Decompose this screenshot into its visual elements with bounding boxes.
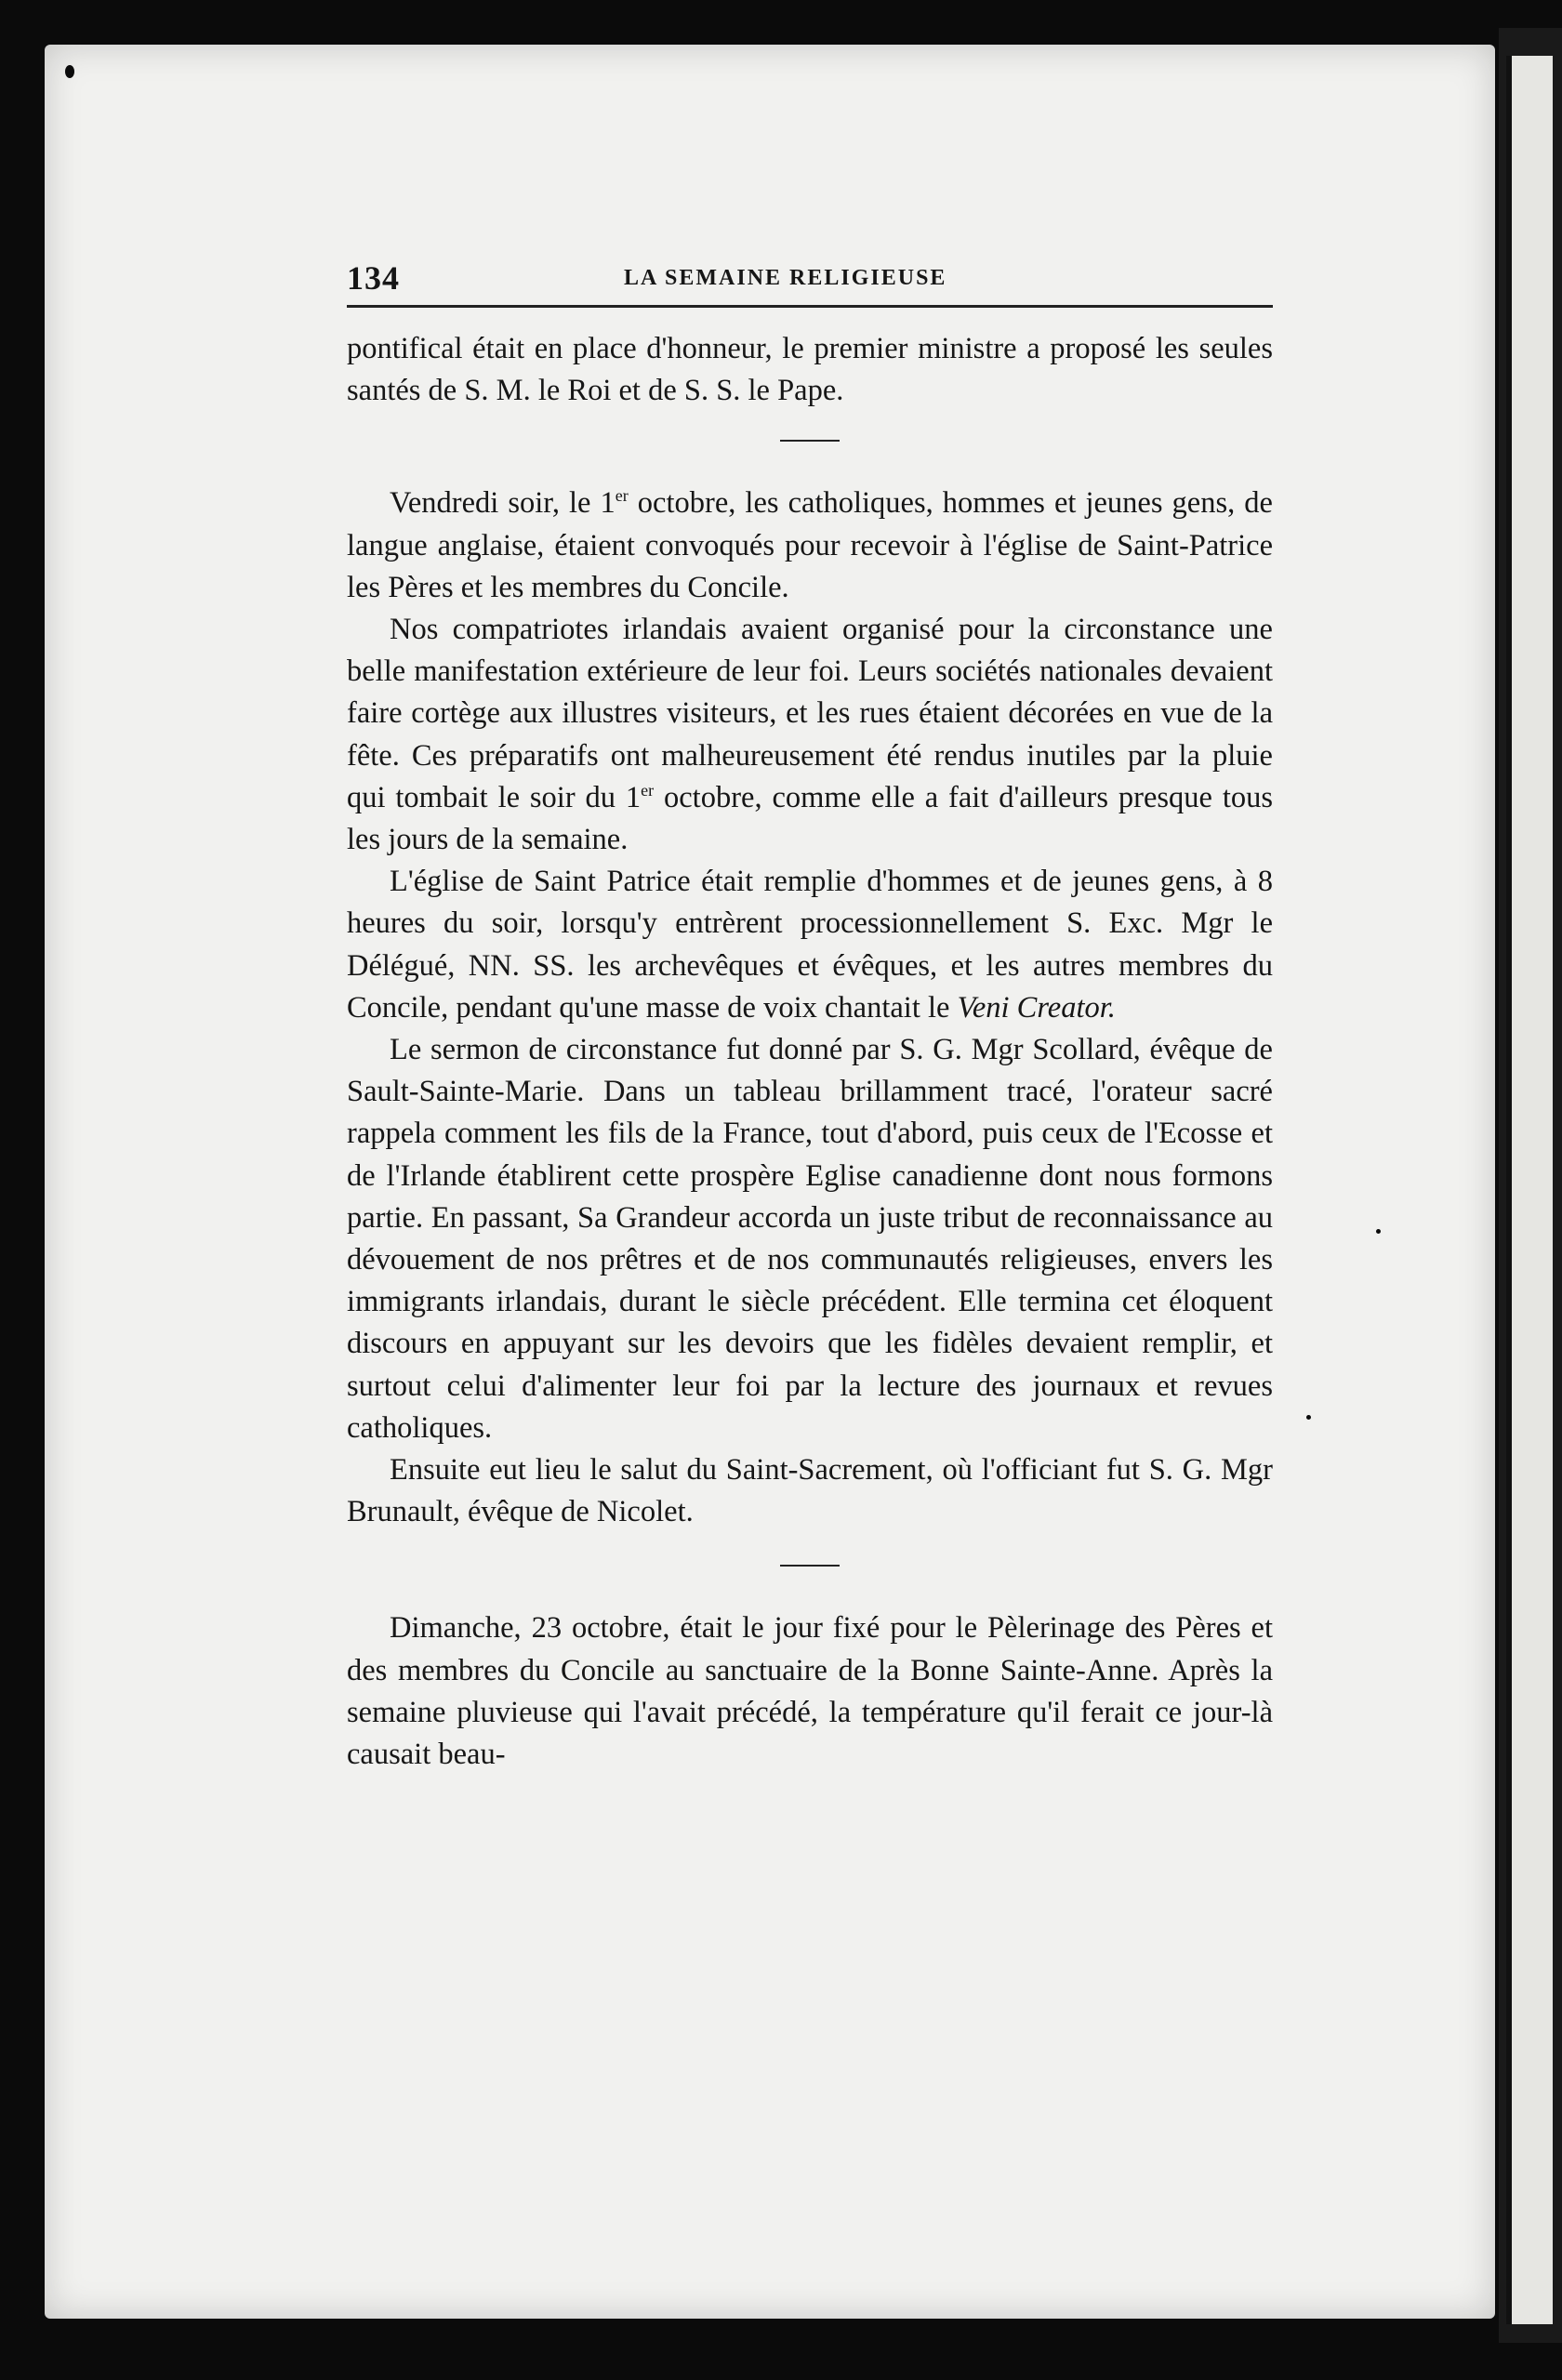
paragraph-7: Dimanche, 23 octobre, était le jour fixé pour le Pèlerinage des Pères et des membres du Concile au sanctuaire de la Bonne Sainte-Anne. Après la semaine pluvieuse qui l'avait précédé, la température qu'il ferait ce jour-là causait beau- — [347, 1611, 1273, 1772]
paragraph-4-text: L'église de Saint Patrice était remplie d'hommes et de jeunes gens, à 8 heures du soir, lorsqu'y entrèrent processionnellement S. Exc. Mgr le Délégué, NN. SS. les archevêques et évêques, et les autres membres du Concile, pendant qu'une masse de voix chantait le — [347, 865, 1273, 1025]
body-text — [347, 328, 1273, 1776]
section-divider — [780, 440, 840, 442]
running-head — [347, 249, 1273, 308]
text-block — [347, 249, 1273, 1776]
page-number: 134 — [347, 259, 400, 297]
scan-speck — [1306, 1415, 1311, 1420]
paragraph-1: pontifical était en place d'honneur, le premier ministre a proposé les seules santés de S. M. le Roi et de S. S. le Pape. — [347, 332, 1273, 408]
paragraph-6: Ensuite eut lieu le salut du Saint-Sacrement, où l'officiant fut S. G. Mgr Brunault, évêque de Nicolet. — [347, 1453, 1273, 1529]
paragraph-4 — [347, 861, 1273, 1029]
hymn-title: Veni Creator. — [957, 990, 1116, 1025]
facing-page-edge — [1506, 56, 1553, 2324]
paragraph-2-text-a: Vendredi soir, le 1 — [390, 486, 616, 521]
section-divider — [780, 1565, 840, 1567]
running-head-title: LA SEMAINE RELIGIEUSE — [624, 266, 947, 290]
paragraph-3 — [347, 609, 1273, 861]
superscript-er: er — [615, 486, 629, 506]
paragraph-5: Le sermon de circonstance fut donné par S. G. Mgr Scollard, évêque de Sault-Sainte-Marie. Dans un tableau brillamment tracé, l'orateur sacré rappela comment les fils de la France, tout d'abord, puis ceux de l'Ecosse et de l'Irlande établirent cette prospère Eglise canadienne dont nous formons partie. En passant, Sa Grandeur accorda un juste tribut de reconnaissance au dévouement de nos prêtres et de nos communautés religieuses, envers les immigrants irlandais, durant le siècle précédent. Elle termina cet éloquent discours en appuyant sur les devoirs que les fidèles devaient remplir, et surtout celui d'alimenter leur foi par la lecture des journaux et revues catholiques. — [347, 1033, 1273, 1445]
superscript-er: er — [641, 781, 655, 800]
paragraph-2-text-b: octobre, les catholiques, hommes et jeunes gens, de langue anglaise, étaient convoqués pour recevoir à l'église de Saint-Patrice les Pères et les membres du Concile. — [347, 486, 1273, 604]
paragraph-3-text-a: Nos compatriotes irlandais avaient organisé pour la circonstance une belle manifestation extérieure de leur foi. Leurs sociétés nationales devaient faire cortège aux illustres visiteurs, et les rues étaient décorées en vue de la fête. Ces préparatifs ont malheureusement été rendus inutiles par la pluie qui tombait le soir du 1 — [347, 613, 1273, 814]
scan-speck — [1376, 1229, 1381, 1234]
paragraph-2 — [347, 483, 1273, 609]
paragraph-3-text-b: octobre, comme elle a fait d'ailleurs presque tous les jours de la semaine. — [347, 780, 1273, 857]
scan-speck — [65, 65, 74, 78]
